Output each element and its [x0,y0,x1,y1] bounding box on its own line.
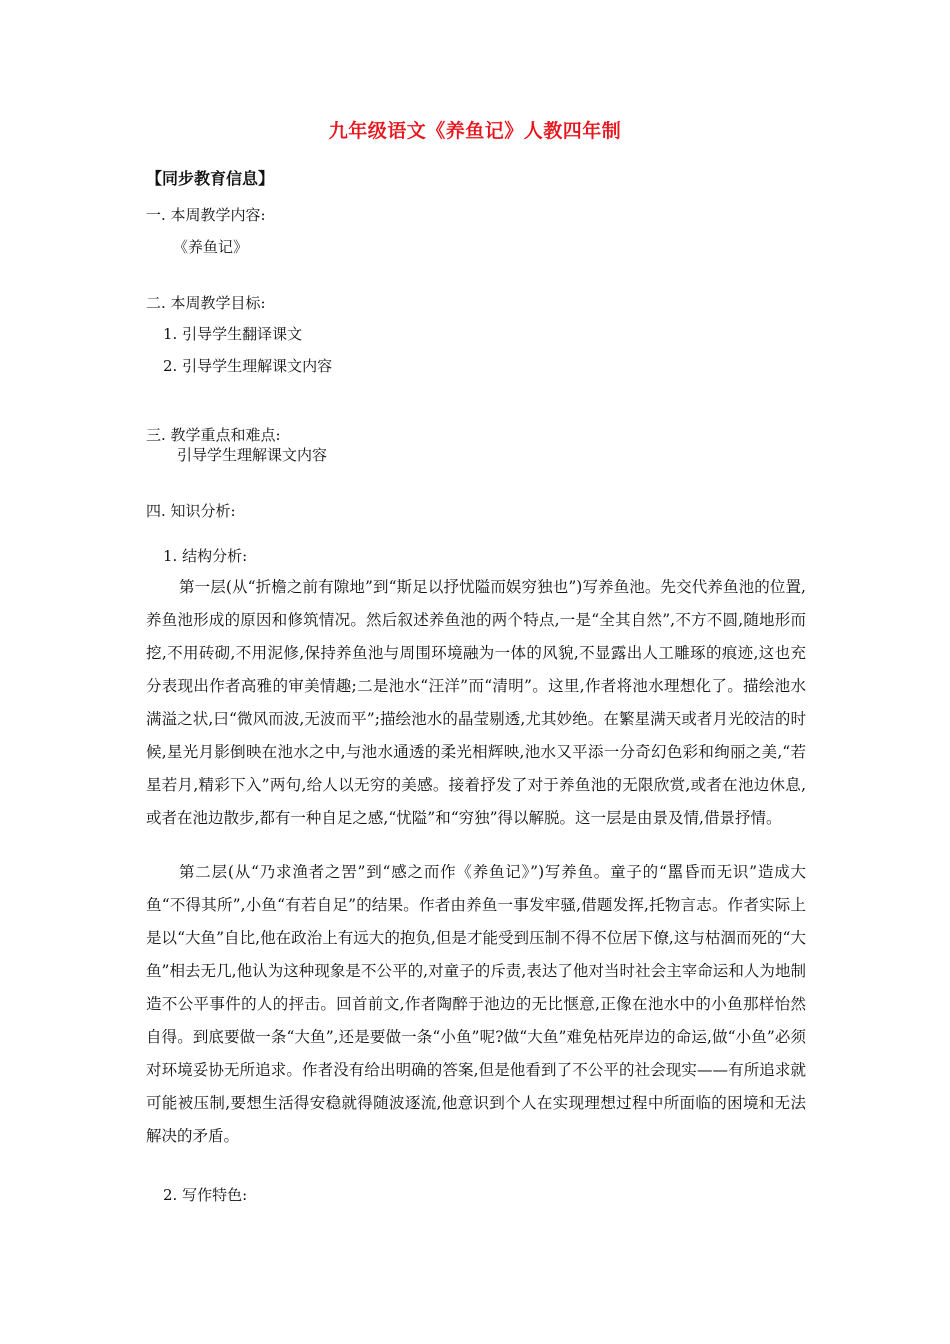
section-3-content: 引导学生理解课文内容 [177,446,328,464]
section-1-content: 《养鱼记》 [173,238,249,256]
section-4-sub-1: 1. 结构分析: [163,547,248,565]
section-heading: 【同步教育信息】 [146,169,275,188]
section-4-label: 四. 知识分析: [146,502,236,520]
section-2-goal-1: 1. 引导学生翻译课文 [163,325,303,343]
paragraph-1: 第一层(从“折檐之前有隙地”到“斯足以抒忧隘而娱穷独也”)写养鱼池。先交代养鱼池的位置,养鱼池形成的原因和修筑情况。然后叙述养鱼池的两个特点,一是“全其自然”,不方不圆,随地形而挖,不用砖砌,不用泥修,保持养鱼池与周围环境融为一体的风貌,不显露出人工雕琢的痕迹,这也充分表现出作者高雅的审美情趣;二是池水“汪洋”而“清明”。这里,作者将池水理想化了。描绘池水满溢之状,曰“微风而波,无波而平”;描绘池水的晶莹剔透,尤其妙绝。在繁星满天或者月光皎洁的时候,星光月影倒映在池水之中,与池水通透的柔光相辉映,池水又平添一分奇幻色彩和绚丽之美,“若星若月,精彩下入”两句,给人以无穷的美感。接着抒发了对于养鱼池的无限欣赏,或者在池边休息,或者在池边散步,都有一种自足之感,“忧隘”和“穷独”得以解脱。这一层是由景及情,借景抒情。 [146,578,806,827]
section-4-sub-2: 2. 写作特色: [163,1186,248,1204]
section-2-goal-2: 2. 引导学生理解课文内容 [163,357,333,375]
section-3-label: 三. 教学重点和难点: [146,426,281,444]
document-title: 九年级语文《养鱼记》人教四年制 [328,120,622,142]
paragraph-2: 第二层(从“乃求渔者之罟”到“感之而作《养鱼记》”)写养鱼。童子的“嚚昏而无识”造成大鱼“不得其所”,小鱼“有若自足”的结果。作者由养鱼一事发牢骚,借题发挥,托物言志。作者实际上是以“大鱼”自比,他在政治上有远大的抱负,但是才能受到压制不得不位居下僚,这与枯涸而死的“大鱼”相去无几,他认为这种现象是不公平的,对童子的斥责,表达了他对当时社会主宰命运和人为地制造不公平事件的人的抨击。回首前文,作者陶醉于池边的无比惬意,正像在池水中的小鱼那样怡然自得。到底要做一条“大鱼”,还是要做一条“小鱼”呢?做“大鱼”难免枯死岸边的命运,做“小鱼”必须对环境妥协无所追求。作者没有给出明确的答案,但是他看到了不公平的社会现实——有所追求就可能被压制,要想生活得安稳就得随波逐流,他意识到个人在实现理想过程中所面临的困境和无法解决的矛盾。 [146,863,806,1145]
section-1-label: 一. 本周教学内容: [146,206,266,224]
section-2-label: 二. 本周教学目标: [146,294,266,312]
